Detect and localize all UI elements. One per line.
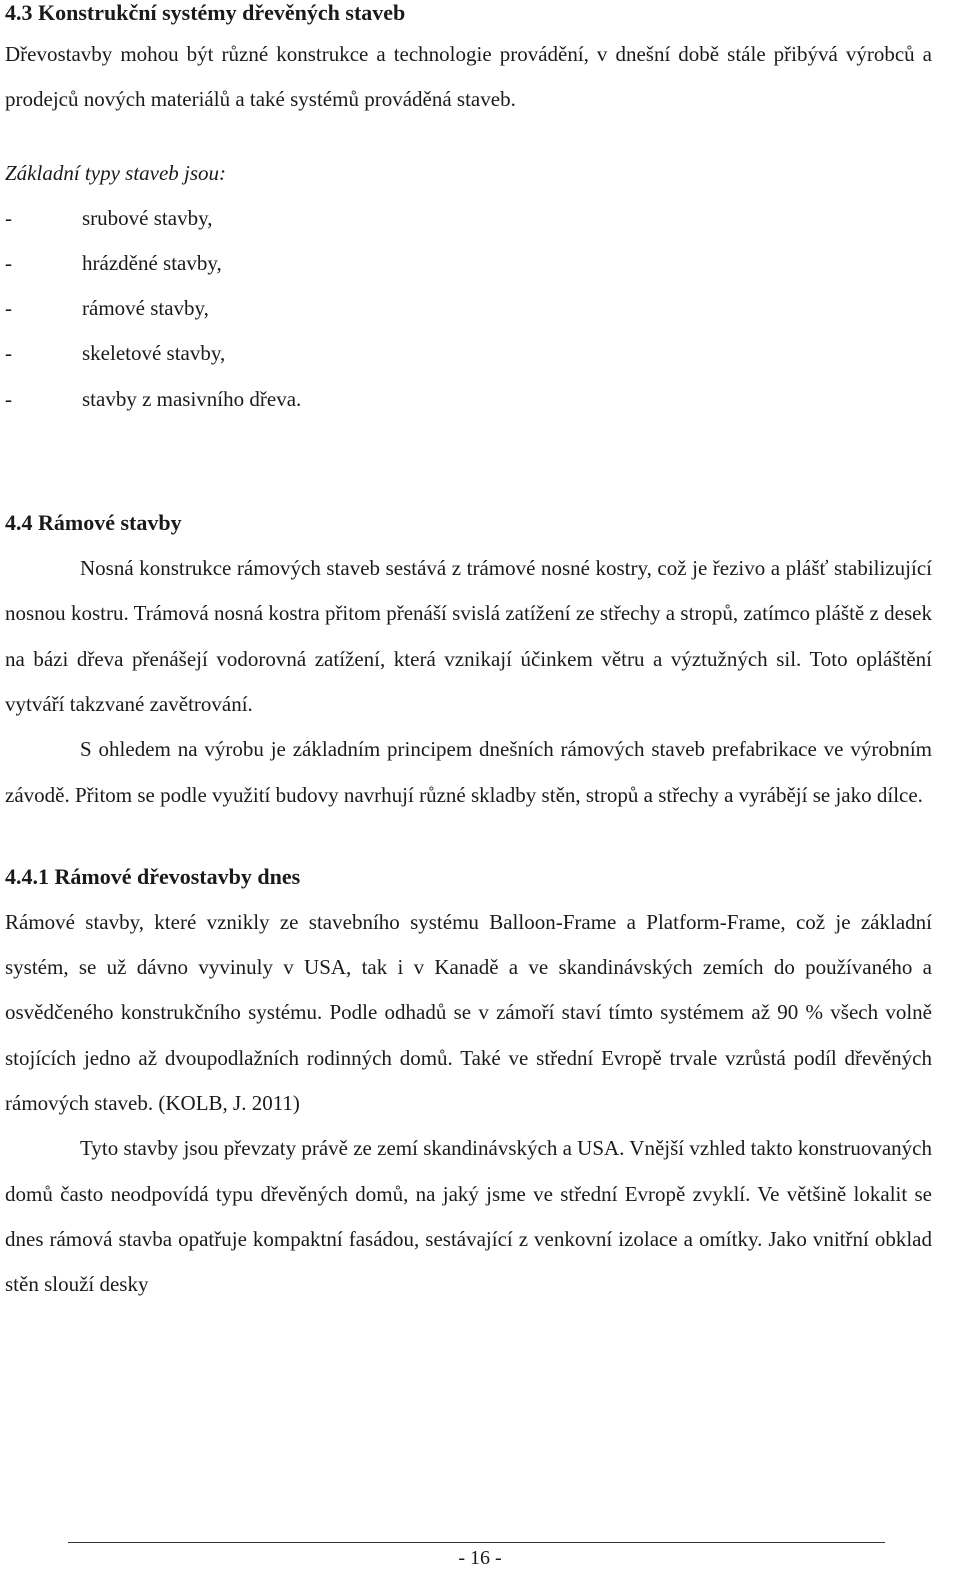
list-intro: Základní typy staveb jsou:: [5, 160, 227, 185]
section-4-4-paragraph: Nosná konstrukce rámových staveb sestává z trámové nosné kostry, což je řezivo a plášť stabilizující nosnou kostru. Trámová nosná kostra přitom přenáší svislá zatížení ze střechy a stropů, zatímco pláště z desek na bázi dřeva přenášejí vodorovná zatížení, která vznikají účinkem větru a výztužných sil. Toto opláštění vytváří takzvané zavětrování.: [5, 556, 932, 716]
list-item: - skeletové stavby,: [5, 331, 932, 376]
building-types-list: [5, 196, 932, 422]
section-heading-4-4-1: 4.4.1 Rámové dřevostavby dnes: [5, 863, 301, 889]
list-bullet: -: [5, 386, 12, 411]
document-page: [5, 0, 932, 1308]
list-bullet: -: [5, 205, 12, 230]
list-bullet: -: [5, 250, 12, 275]
list-bullet: -: [5, 296, 12, 321]
list-item: - hrázděné stavby,: [5, 241, 932, 286]
section-4-4-1-paragraph: Rámové stavby, které vznikly ze stavebního systému Balloon-Frame a Platform-Frame, což je základní systém, se už dávno vyvinuly v USA, tak i v Kanadě a ve skandinávských zemích do používaného a osvědčeného konstrukčního systému. Podle odhadů se v zámoří staví tímto systémem až 90 % všech volně stojících jedno až dvoupodlažních rodinných domů. Také ve střední Evropě trvale vzrůstá podíl dřevěných rámových staveb. (KOLB, J. 2011): [5, 909, 932, 1116]
section-4-3-paragraph: Dřevostavby mohou být různé konstrukce a technologie provádění, v dnešní době stále přibývá výrobců a prodejců nových materiálů a také systémů prováděná staveb.: [5, 42, 932, 112]
list-item: - srubové stavby,: [5, 196, 932, 241]
section-heading-4-4: 4.4 Rámové stavby: [5, 510, 182, 536]
section-4-4-1-paragraph: Tyto stavby jsou převzaty právě ze zemí skandinávských a USA. Vnější vzhled takto konstruovaných domů často neodpovídá typu dřevěných domů, na jaký jsme ve střední Evropě zvyklí. Ve většině lokalit se dnes rámová stavba opatřuje kompaktní fasádou, sestávající z venkovní izolace a omítky. Jako vnitřní obklad stěn slouží desky: [5, 1136, 932, 1297]
section-heading-4-3: 4.3 Konstrukční systémy dřevěných staveb: [5, 0, 406, 25]
section-4-4-paragraph: S ohledem na výrobu je základním principem dnešních rámových staveb prefabrikace ve výrobním závodě. Přitom se podle využití budovy navrhují různé skladby stěn, stropů a střechy a vyrábějí se jako dílce.: [5, 737, 932, 807]
list-bullet: -: [5, 341, 12, 366]
footer-divider: [68, 1542, 885, 1543]
page-number: - 16 -: [458, 1547, 502, 1569]
list-item: - rámové stavby,: [5, 286, 932, 331]
list-item: - stavby z masivního dřeva.: [5, 377, 932, 422]
